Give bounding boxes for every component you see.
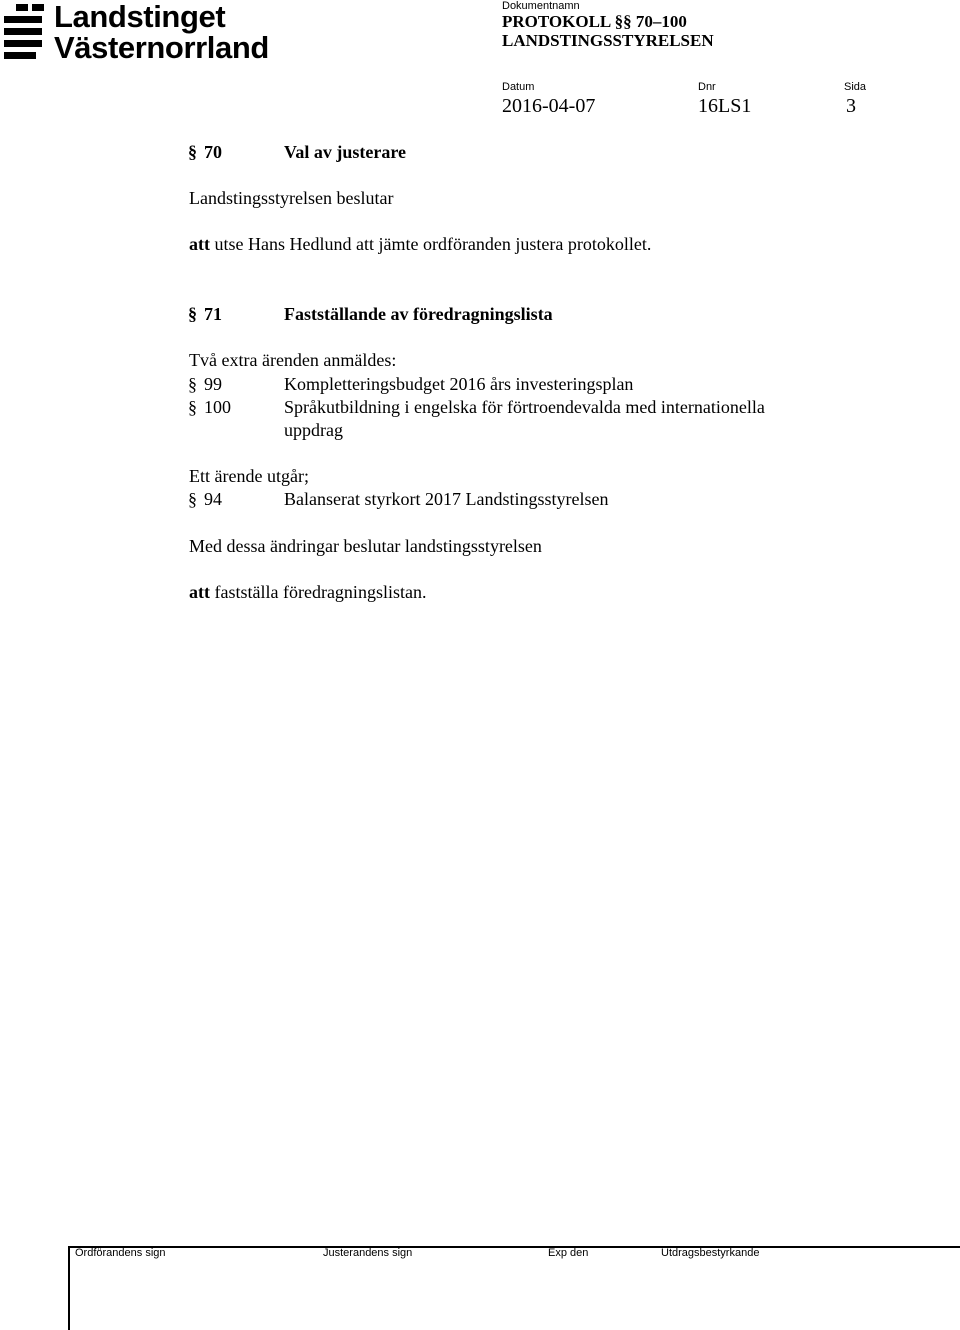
date-label: Datum: [502, 81, 535, 93]
list-item-text: Språkutbildning i engelska för förtroendevalda med internationella: [284, 397, 765, 417]
att-keyword: att: [189, 234, 210, 254]
section-71-decision-intro: Med dessa ändringar beslutar landstingsstyrelsen: [189, 536, 542, 556]
att-keyword: att: [189, 582, 210, 602]
document-title-line-2: LANDSTINGSSTYRELSEN: [502, 31, 714, 50]
organization-logo: [0, 0, 300, 70]
extract-certifier-label: Utdragsbestyrkande: [661, 1247, 760, 1259]
adjuster-sign-label: Justerandens sign: [323, 1247, 413, 1259]
section-71-number: 71: [204, 304, 222, 324]
list-item-para-sign: §: [188, 489, 197, 509]
section-71-para-sign: §: [188, 304, 197, 324]
page-label: Sida: [844, 81, 867, 93]
list-item-text: Balanserat styrkort 2017 Landstingsstyrelsen: [284, 489, 609, 509]
logo-line-2: Västernorrland: [54, 30, 269, 65]
exp-date-label: Exp den: [548, 1247, 589, 1259]
removed-items-intro: Ett ärende utgår;: [189, 466, 309, 486]
list-item-para-sign: §: [188, 374, 197, 394]
added-items-intro: Två extra ärenden anmäldes:: [189, 350, 397, 370]
list-item-number: 99: [204, 374, 222, 394]
chair-sign-label: Ordförandens sign: [75, 1247, 166, 1259]
date-value: 2016-04-07: [502, 95, 596, 117]
section-70-title: Val av justerare: [284, 142, 406, 162]
page-value: 3: [846, 95, 856, 117]
dnr-value: 16LS1: [698, 95, 752, 117]
section-70-decision: [189, 233, 651, 255]
dnr-label: Dnr: [698, 81, 716, 93]
list-item-para-sign: §: [188, 397, 197, 417]
section-71-decision-text: fastställa föredragningslistan.: [214, 582, 427, 602]
list-item-number: 100: [204, 397, 231, 417]
document-name-label: Dokumentnamn: [502, 0, 580, 12]
section-70-number: 70: [204, 142, 222, 162]
section-71-decision: [189, 581, 426, 603]
list-item-text: Kompletteringsbudget 2016 års investeringsplan: [284, 374, 634, 394]
section-71-title: Fastställande av föredragningslista: [284, 304, 553, 324]
list-item-text-continued: uppdrag: [284, 420, 343, 440]
landstinget-logo-icon: [2, 2, 46, 64]
signature-footer: [68, 1246, 960, 1330]
section-70-decision-intro: Landstingsstyrelsen beslutar: [189, 188, 394, 208]
section-70-decision-text: utse Hans Hedlund att jämte ordföranden justera protokollet.: [214, 234, 652, 254]
document-title-line-1: PROTOKOLL §§ 70–100: [502, 12, 687, 31]
footer-left-border: [68, 1246, 70, 1330]
list-item-number: 94: [204, 489, 222, 509]
section-70-para-sign: §: [188, 142, 197, 162]
footer-top-rule: [68, 1246, 960, 1248]
logo-line-1: Landstinget: [54, 0, 226, 34]
